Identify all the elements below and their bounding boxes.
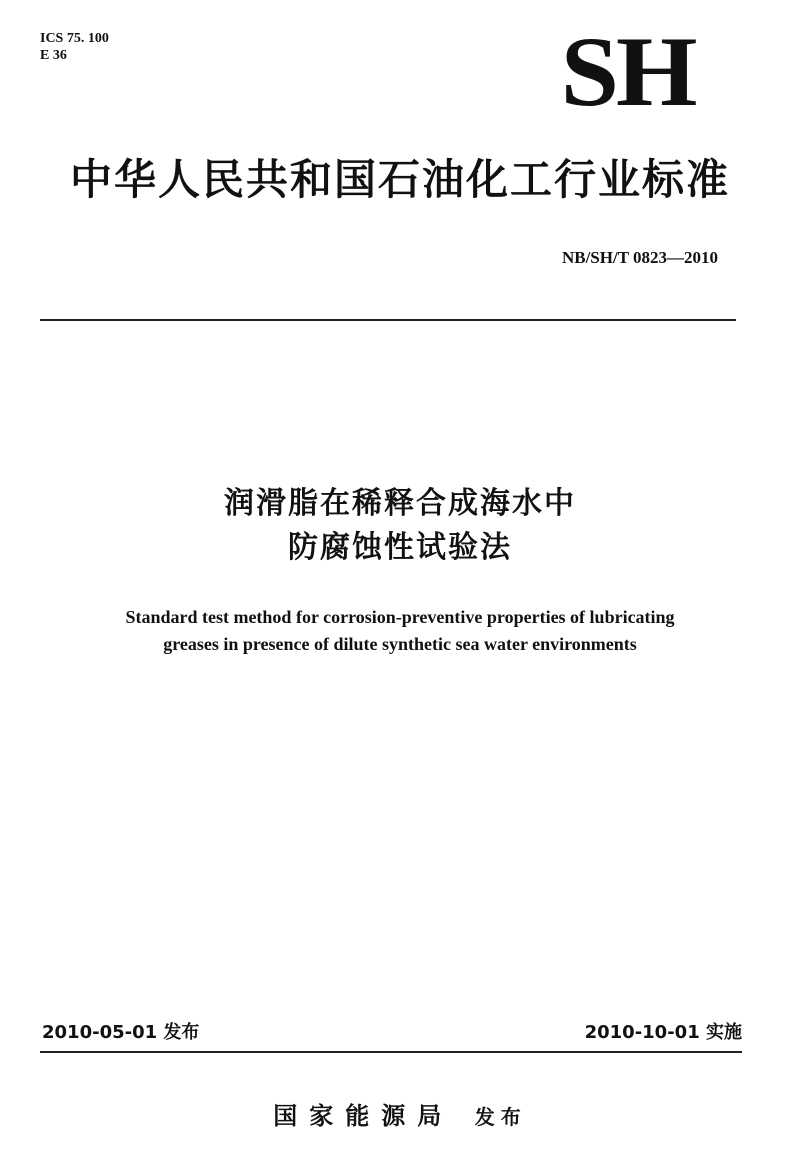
top-divider [40, 319, 736, 321]
publisher-row [0, 1096, 800, 1131]
issue-date: 2010-05-01 发布 [42, 1022, 200, 1043]
standard-number: NB/SH/T 0823—2010 [561, 248, 718, 267]
standard-category-title: 中华人民共和国石油化工行业标准 [69, 155, 730, 204]
sh-logo: SH [560, 16, 694, 127]
ccs-code: E 36 [40, 48, 67, 63]
publish-action: 发布 [474, 1105, 527, 1129]
date-row [42, 1018, 742, 1048]
english-title-line-2: greases in presence of dilute synthetic sea water environments [163, 634, 637, 654]
classification-codes [40, 30, 109, 64]
chinese-title-line-1: 润滑脂在稀释合成海水中 [224, 486, 576, 521]
bottom-divider [40, 1051, 742, 1053]
english-title [40, 604, 760, 658]
publisher-name: 国家能源局 [273, 1102, 454, 1130]
english-title-line-1: Standard test method for corrosion-preventive properties of lubricating [125, 607, 675, 627]
chinese-title-line-2: 防腐蚀性试验法 [288, 530, 512, 565]
effective-date: 2010-10-01 实施 [584, 1022, 742, 1043]
chinese-title [0, 482, 800, 570]
ics-code: ICS 75. 100 [40, 31, 109, 46]
